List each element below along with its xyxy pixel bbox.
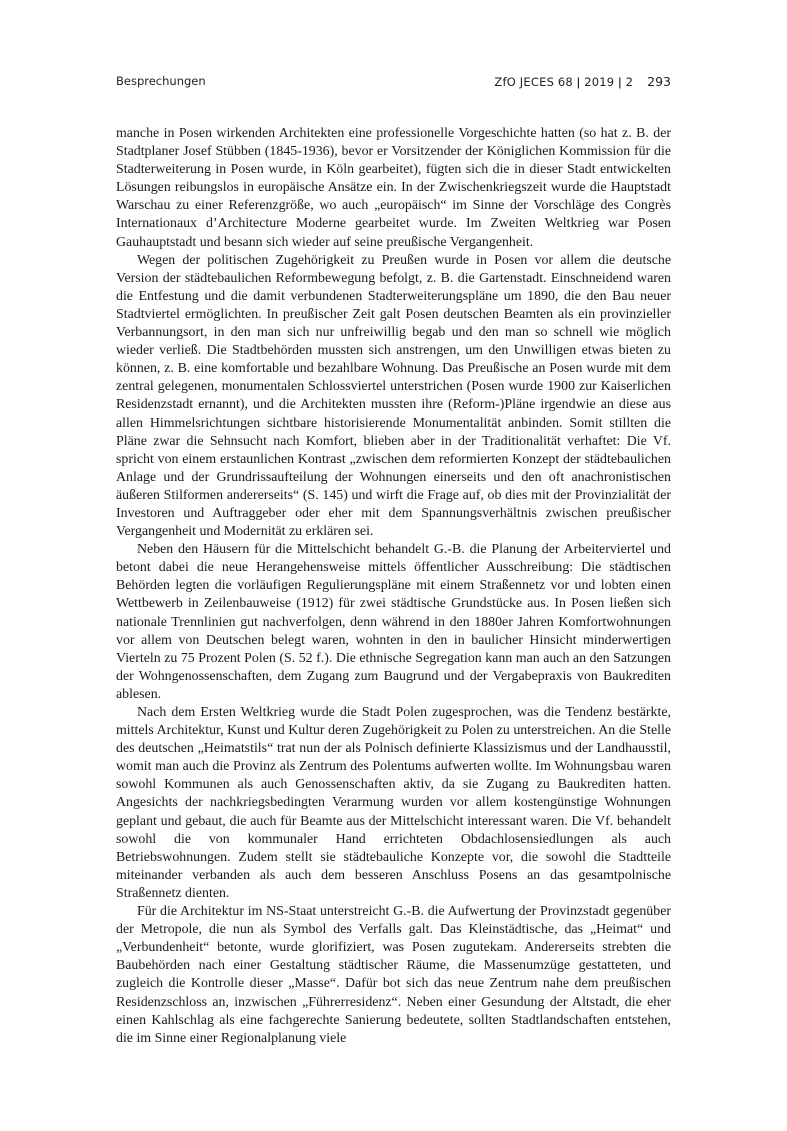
paragraph-1: manche in Posen wirkenden Architekten eine professionelle Vorgeschichte hatten (so hat z. B. der Stadtplaner Josef Stübben (1845-1936), bevor er Vorsitzender der Königlichen Kommission für die Stadterweiterung in Posen wurde, in Köln gearbeitet), fügten sich die in dieser Stadt entwickelten Lösungen reibungslos in europäische Ansätze ein. In der Zwischenkriegszeit wurde die Hauptstadt Warschau zu einer Referenzgröße, wo auch „europäisch“ im Sinne der Vorschläge des Congrès Internationaux d’Architecture Moderne gearbeitet wurde. Im Zweiten Weltkrieg war Posen Gauhauptstadt und besann sich wieder auf seine preußische Vergangenheit. [116, 126, 671, 250]
running-header [116, 74, 671, 92]
paragraph-2: Wegen der politischen Zugehörigkeit zu Preußen wurde in Posen vor allem die deutsche Version der städtebaulichen Reformbewegung befolgt, z. B. die Gartenstadt. Einschneidend waren die Entfestung und die damit verbundenen Stadterweiterungspläne um 1890, die den Bau neuer Stadtviertel ermöglichten. In preußischer Zeit galt Posen deutschen Beamten als ein provinzieller Verbannungsort, in den man sich nur unfreiwillig begab und den man so schnell wie möglich wieder verließ. Die Stadtbehörden mussten sich anstrengen, um den Unwilligen etwas bieten zu können, z. B. eine komfortable und bezahlbare Wohnung. Das Preußische an Posen wurde mit dem zentral gelegenen, monumentalen Schlossviertel unterstrichen (Posen wurde 1900 zur Kaiserlichen Residenzstadt ernannt), und die Architekten mussten ihre (Reform-)Pläne irgendwie an diese aus allen Himmelsrichtungen sichtbare historisierende Monumentalität anbinden. Somit stillten die Pläne zwar die Sehnsucht nach Komfort, blieben aber in der Traditionalität verhaftet: Die Vf. spricht von einem erstaunlichen Kontrast „zwischen dem reformierten Konzept der städtebaulichen Anlage und der Grundrissaufteilung der Wohnungen einerseits und den oft anachronistischen äußeren Stilformen andererseits“ (S. 145) und wirft die Frage auf, ob dies mit der Provinzialität der Investoren und Auftraggeber oder eher mit dem Spannungsverhältnis zwischen preußischer Vergangenheit und Modernität zu erklären sei. [116, 252, 671, 540]
paragraph-4: Nach dem Ersten Weltkrieg wurde die Stadt Polen zugesprochen, was die Tendenz bestärkte, mittels Architektur, Kunst und Kultur deren Zugehörigkeit zu Polen zu unterstreichen. An die Stelle des deutschen „Heimatstils“ trat nun der als Polnisch definierte Klassizismus und der Landhausstil, womit man auch die Provinz als Zentrum des Polentums aufwerten wollte. Im Wohnungsbau waren sowohl Kommunen als auch Genossenschaften aktiv, da sie Zugang zu Baukrediten hatten. Angesichts der nachkriegsbedingten Verarmung wurden vor allem kostengünstige Wohnungen geplant und gebaut, die auch für Beamte aus der Mittelschicht interessant waren. Die Vf. behandelt sowohl die von kommunaler Hand errichteten Obdachlosensiedlungen als auch Betriebswohnungen. Zudem stellt sie städtebauliche Konzepte vor, die sowohl die Stadtteile miteinander verbanden als auch dem besseren Anschluss Posens an das gesamtpolnische Straßennetz dienten. [116, 705, 671, 901]
journal-info [494, 74, 671, 89]
paragraph-5: Für die Architektur im NS-Staat unterstreicht G.-B. die Aufwertung der Provinzstadt gegenüber der Metropole, die nun als Symbol des Verfalls galt. Das Kleinstädtische, das „Heimat“ und „Verbundenheit“ betonte, wurde glorifiziert, was Posen zugutekam. Andererseits strebten die Baubehörden nach einer Gestaltung städtischer Räume, die Massenumzüge gestatteten, und zugleich die Kontrolle dieser „Masse“. Dafür bot sich das neue Zentrum nahe dem preußischen Residenzschloss an, inzwischen „Führerresidenz“. Neben einer Gesundung der Altstadt, die eher einen Kahlschlag als eine fachgerechte Sanierung bedeutete, sollten Stadtlandschaften entstehen, die im Sinne einer Regionalplanung viele [116, 904, 671, 1046]
section-title: Besprechungen [116, 74, 206, 88]
review-text [116, 125, 671, 1048]
paragraph-3: Neben den Häusern für die Mittelschicht behandelt G.-B. die Planung der Arbeiterviertel und betont dabei die neue Herangehensweise mittels öffentlicher Ausschreibung: Die städtischen Behörden legten die vorläufigen Regulierungspläne mit einem Straßennetz vor und lobten einen Wettbewerb in Zeilenbauweise (1912) für zwei städtische Grundstücke aus. In Posen ließen sich nationale Trennlinien gut nachverfolgen, denn während in den 1880er Jahren Komfortwohnungen vor allem von Deutschen belegt waren, wohnten in den in baulicher Hinsicht minderwertigen Vierteln zu 75 Prozent Polen (S. 52 f.). Die ethnische Segregation kann man auch an den Satzungen der Wohngenossenschaften, dem Zugang zum Baugrund und der Vergabepraxis von Baukrediten ablesen. [116, 542, 671, 702]
page-number: 293 [647, 74, 671, 89]
journal-citation: ZfO JECES 68 ǀ 2019 ǀ 2 [494, 75, 634, 89]
